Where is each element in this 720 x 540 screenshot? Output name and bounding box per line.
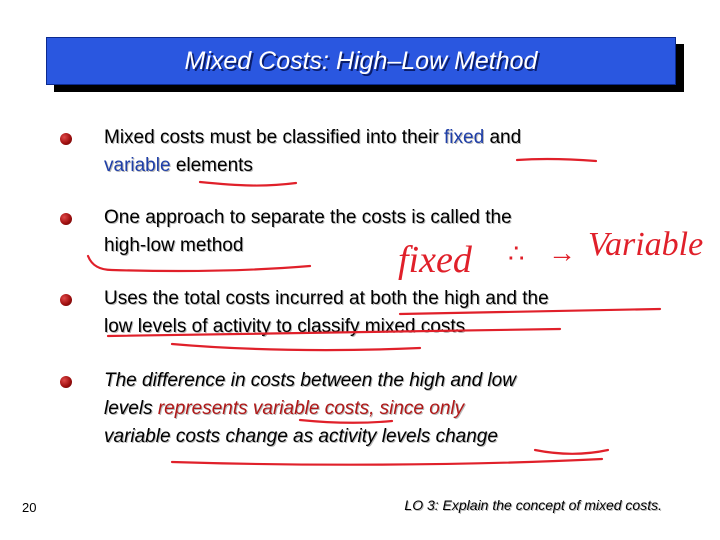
bullet-icon [60,294,72,306]
bullet-1-and: and [484,127,522,148]
title-banner [46,37,676,85]
ink-word-variable: Variable [588,226,704,263]
bullet-4-red-text: represents variable costs, since only [152,398,465,419]
bullet-4-line1: The difference in costs between the high and low [104,370,516,391]
bullet-3-line1: Uses the total costs incurred at both the high and the [104,288,549,309]
bullet-4-levels: levels [104,398,153,419]
ink-underline-elements [200,182,296,186]
bullet-3-line2: low levels of activity to classify mixed costs [104,316,466,337]
bullet-4-line3: variable costs change as activity levels change [104,426,498,447]
ink-arrow: → [548,238,576,269]
learning-objective-footer: LO 3: Explain the concept of mixed costs. [404,497,662,513]
bullet-item-4 [104,367,684,451]
bullet-1-elements: elements [170,155,253,176]
bullet-icon [60,213,72,225]
ink-word-fixed: fixed [398,239,472,281]
ink-therefore: ∴ [508,239,525,268]
bullet-item-2 [104,204,684,260]
bullet-2-line1: One approach to separate the costs is called the [104,207,512,228]
bullet-1-text: Mixed costs must be classified into their [104,127,445,148]
bullet-icon [60,133,72,145]
bullet-item-3 [104,285,684,341]
bullet-1-variable: variable [104,155,171,176]
ink-underline-change [172,459,602,465]
bullet-1-fixed: fixed [444,127,485,148]
ink-underline-levels-of-activity [172,344,420,350]
bullet-2-line2: high-low method [104,235,244,256]
bullet-icon [60,376,72,388]
page-number: 20 [22,500,37,515]
bullet-item-1 [104,124,684,180]
slide-title: Mixed Costs: High–Low Method [184,46,538,75]
